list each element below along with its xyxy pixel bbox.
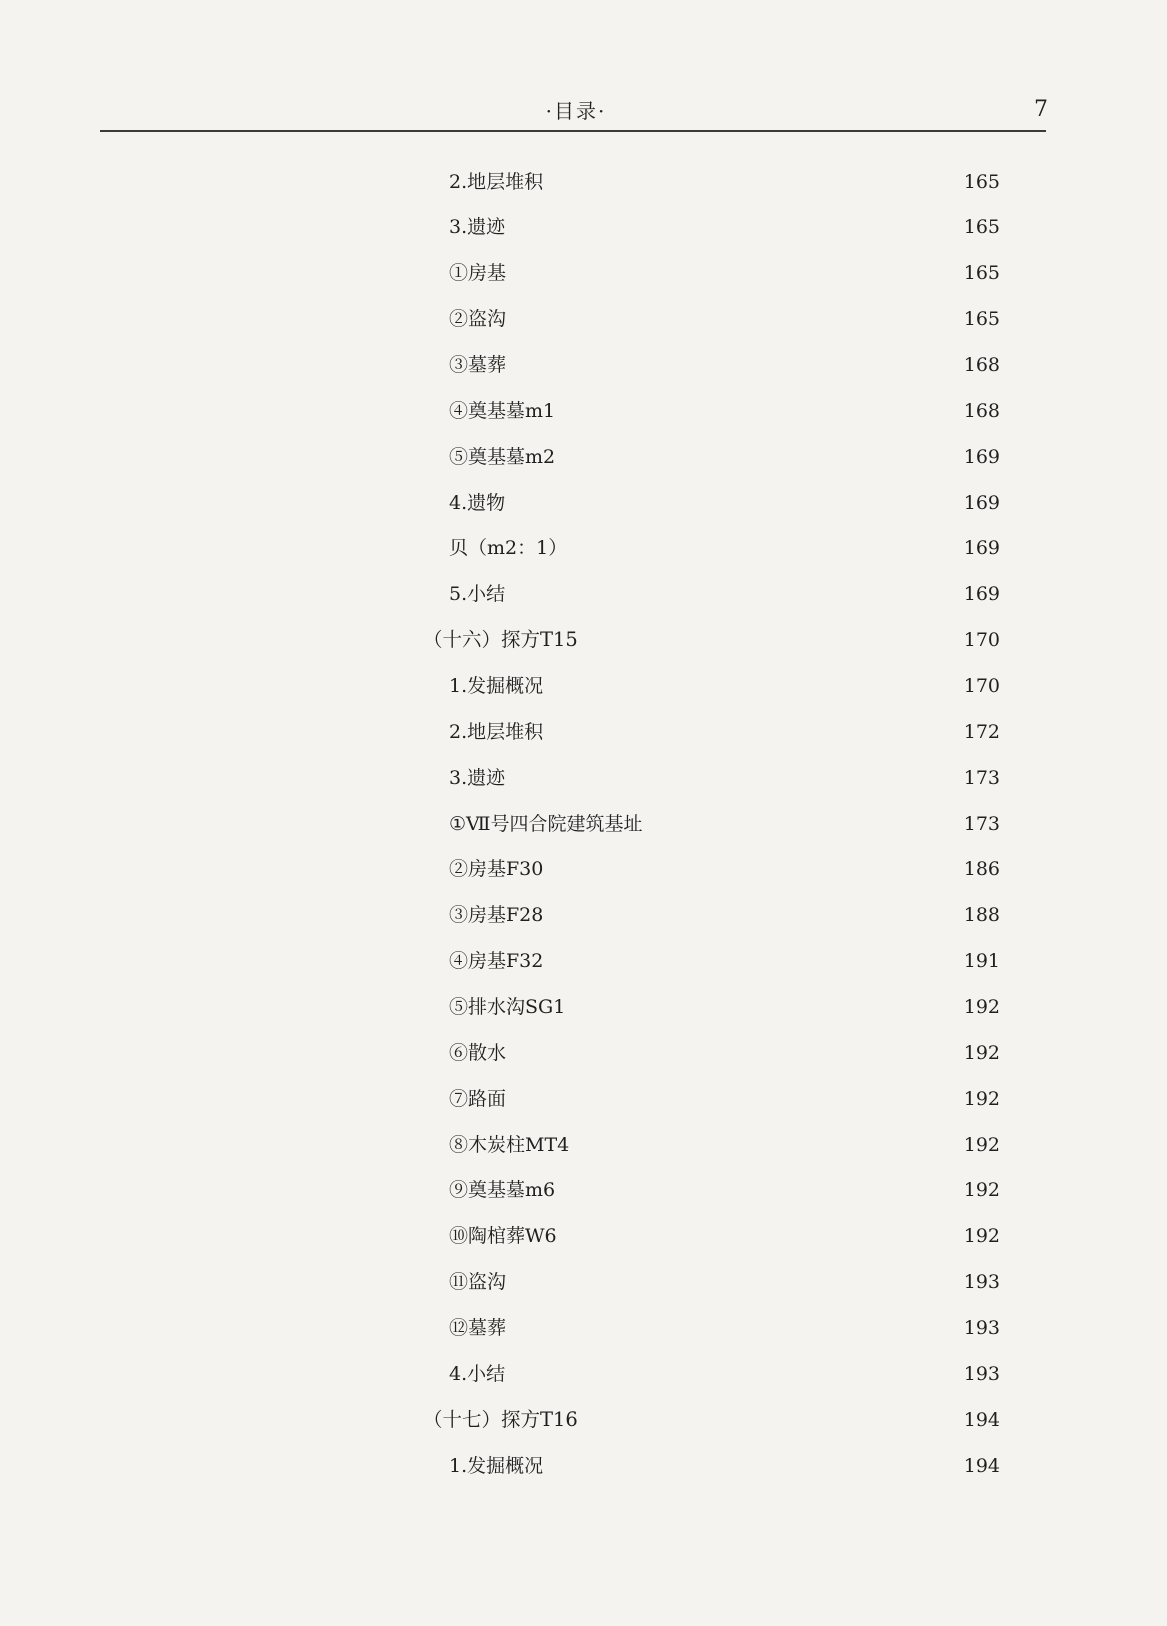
toc-entry-page-number: 186 bbox=[963, 858, 1000, 881]
toc-entry-page-number: 194 bbox=[963, 1408, 1000, 1431]
toc-entry bbox=[0, 1451, 1167, 1481]
toc-entry-label: 1.发掘概况 bbox=[449, 1454, 544, 1477]
toc-entry-page-number: 170 bbox=[963, 629, 1000, 652]
toc-entry-label: ⑫墓葬 bbox=[449, 1317, 507, 1339]
toc-entry-label: ④房基F32 bbox=[449, 950, 544, 973]
toc-entry-label: ③房基F28 bbox=[449, 904, 544, 927]
toc-entry-label: 3.遗迹 bbox=[449, 766, 506, 789]
toc-entry bbox=[0, 350, 1167, 380]
toc-entry bbox=[0, 1221, 1167, 1251]
toc-entry-label: 2.地层堆积 bbox=[449, 720, 544, 743]
toc-entry-page-number: 191 bbox=[963, 950, 1000, 973]
toc-entry-label: 1.发掘概况 bbox=[449, 674, 544, 697]
toc-entry bbox=[0, 304, 1167, 334]
toc-section-heading bbox=[0, 1405, 1167, 1435]
toc-entry bbox=[0, 854, 1167, 884]
toc-entry-label: 5.小结 bbox=[449, 583, 506, 606]
toc-entry-page-number: 169 bbox=[963, 583, 1000, 606]
toc-entry-label: ④奠基墓m1 bbox=[449, 399, 556, 422]
toc-entry-page-number: 169 bbox=[963, 445, 1000, 468]
toc-entry-page-number: 188 bbox=[963, 904, 1000, 927]
toc-entry bbox=[0, 671, 1167, 701]
toc-entry-label: ⑧木炭柱MT4 bbox=[449, 1133, 570, 1156]
page-title: ·目录· bbox=[545, 99, 607, 123]
toc-entry-label: ②盗沟 bbox=[449, 308, 507, 331]
toc-entry-page-number: 169 bbox=[963, 537, 1000, 560]
toc-entry bbox=[0, 946, 1167, 976]
toc-entry-label: ⑤排水沟SG1 bbox=[449, 995, 566, 1018]
toc-entry bbox=[0, 809, 1167, 839]
toc-entry-page-number: 172 bbox=[963, 720, 1000, 743]
toc-entry bbox=[0, 900, 1167, 930]
toc-entry-page-number: 192 bbox=[963, 1041, 1000, 1064]
toc-entry bbox=[0, 488, 1167, 518]
toc-entry-label: 3.遗迹 bbox=[449, 216, 506, 239]
toc-entry-label: ⑥散水 bbox=[449, 1041, 507, 1064]
toc-entry-page-number: 168 bbox=[963, 399, 1000, 422]
toc-entry-page-number: 192 bbox=[963, 995, 1000, 1018]
toc-entry-page-number: 194 bbox=[963, 1454, 1000, 1477]
toc-entry-page-number: 165 bbox=[963, 308, 1000, 331]
toc-entry-page-number: 165 bbox=[963, 216, 1000, 239]
toc-entry-label: ⑩陶棺葬W6 bbox=[449, 1225, 557, 1248]
toc-entry bbox=[0, 1359, 1167, 1389]
toc-section-heading bbox=[0, 625, 1167, 655]
toc-entry bbox=[0, 396, 1167, 426]
toc-entry-label: 2.地层堆积 bbox=[449, 170, 544, 193]
toc-entry-page-number: 193 bbox=[963, 1317, 1000, 1339]
toc-entry-page-number: 168 bbox=[963, 353, 1000, 376]
toc-entry bbox=[0, 1175, 1167, 1205]
toc-entry bbox=[0, 1038, 1167, 1068]
toc-entry-label: ⑪盗沟 bbox=[449, 1271, 507, 1294]
toc-entry-page-number: 165 bbox=[963, 170, 1000, 193]
toc-entry-page-number: 173 bbox=[963, 812, 1000, 835]
toc-entry-page-number: 170 bbox=[963, 674, 1000, 697]
toc-entry-page-number: 193 bbox=[963, 1271, 1000, 1294]
toc-entry-label: 4.遗物 bbox=[449, 491, 506, 514]
toc-entry bbox=[0, 442, 1167, 472]
toc-entry-label: 4.小结 bbox=[449, 1362, 506, 1385]
toc-entry bbox=[0, 992, 1167, 1022]
toc-entry-label: ②房基F30 bbox=[449, 858, 544, 881]
toc-entry-label: 贝（m2：1） bbox=[449, 537, 568, 560]
toc-entry-page-number: 192 bbox=[963, 1225, 1000, 1248]
toc-entry bbox=[0, 258, 1167, 288]
toc-entry-label: ③墓葬 bbox=[449, 353, 507, 376]
toc-entry-label: ①Ⅶ号四合院建筑基址 bbox=[449, 812, 643, 835]
toc-entry-page-number: 169 bbox=[963, 491, 1000, 514]
toc-entry-label: （十六）探方T15 bbox=[423, 628, 578, 652]
toc-entry bbox=[0, 1313, 1167, 1343]
toc-entry-label: ①房基 bbox=[449, 262, 507, 285]
toc-entry-page-number: 192 bbox=[963, 1179, 1000, 1202]
toc-entry-page-number: 192 bbox=[963, 1133, 1000, 1156]
toc-entry-page-number: 193 bbox=[963, 1362, 1000, 1385]
toc-entry bbox=[0, 212, 1167, 242]
toc-entry bbox=[0, 1130, 1167, 1160]
toc-entry-page-number: 165 bbox=[963, 262, 1000, 285]
toc-entry bbox=[0, 579, 1167, 609]
toc-entry-label: ⑤奠基墓m2 bbox=[449, 445, 556, 468]
toc-entry bbox=[0, 717, 1167, 747]
toc-entry-label: ⑦路面 bbox=[449, 1087, 507, 1110]
toc-entry bbox=[0, 167, 1167, 197]
page-number: 7 bbox=[1034, 97, 1048, 122]
toc-entry-page-number: 173 bbox=[963, 766, 1000, 789]
toc-entry-label: （十七）探方T16 bbox=[423, 1407, 578, 1431]
toc-entry bbox=[0, 1084, 1167, 1114]
toc-entry-label: ⑨奠基墓m6 bbox=[449, 1179, 556, 1202]
toc-entry-page-number: 192 bbox=[963, 1087, 1000, 1110]
toc-entry bbox=[0, 533, 1167, 563]
toc-entry bbox=[0, 1267, 1167, 1297]
toc-entry bbox=[0, 763, 1167, 793]
